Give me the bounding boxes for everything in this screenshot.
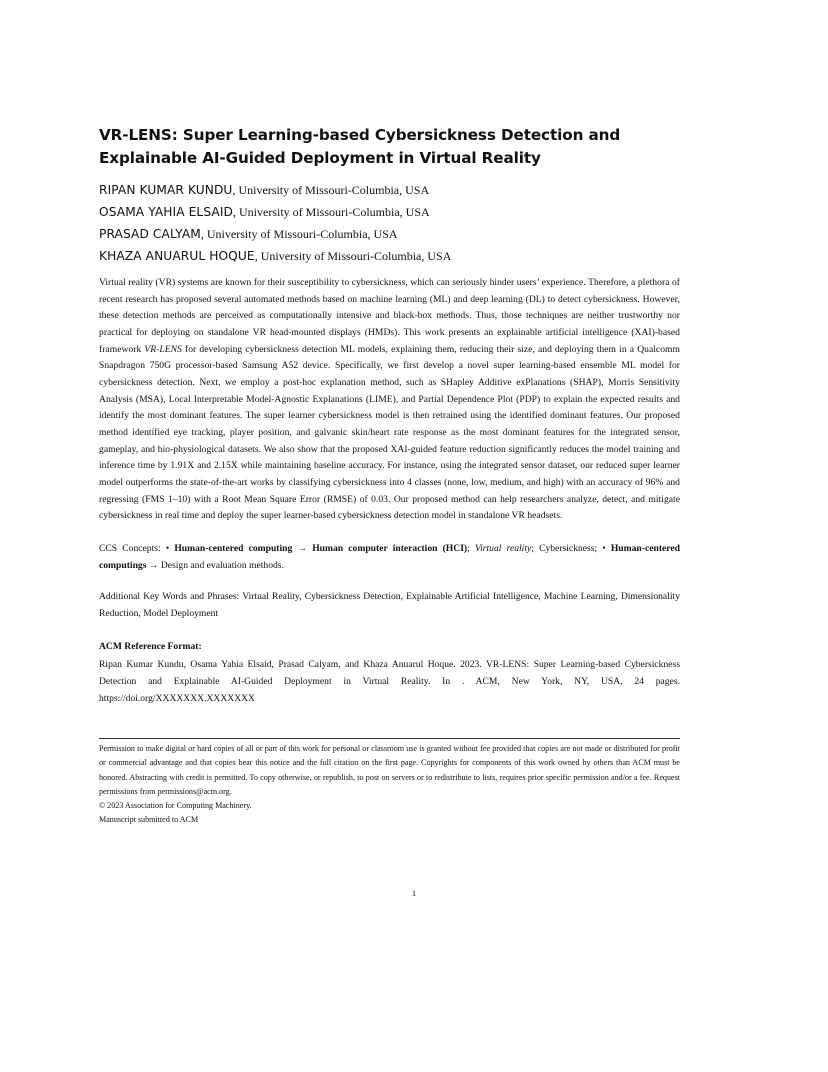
abstract-text — [99, 275, 680, 525]
abstract — [99, 275, 680, 525]
abstract-part-2: for developing cybersickness detection ML models, explaining them, reducing their size, and deploying them in a Qualcomm Snapdragon 750G processor-based Samsung A52 device. Specifically, we first develop a novel super learning-based ensemble ML model for cybersickness detection. Next, we employ a post-hoc explanation method, such as SHapley Additive exPlanations (SHAP), Morris Sensitivity Analysis (MSA), Local Interpretable Model-Agnostic Explanations (LIME), and Partial Dependence Plot (PDP) to explain the expected results and identify the most dominant features. The super learner cybersickness model is then retrained using the identified dominant features. Our proposed method identified eye tracking, player position, and galvanic skin/heart rate response as the most dominant features for the integrated sensor, gameplay, and bio-physiological datasets. We also show that the proposed XAI-guided feature reduction significantly reduces the model training and inference time by 1.91X and 2.15X while maintaining baseline accuracy. For instance, using the integrated sensor dataset, our reduced super learner model outperforms the state-of-the-art works by classifying cybersickness into 4 classes (none, low, medium, and high) with an accuracy of 96% and regressing (FMS 1–10) with a Root Mean Square Error (RMSE) of 0.03. Our proposed method can help researchers analyze, detect, and mitigate cybersickness in real time and deploy the super learner-based cybersickness detection model in standalone VR headsets. — [99, 343, 680, 522]
keywords: Additional Key Words and Phrases: Virtual Reality, Cybersickness Detection, Explainable Artificial Intelligence, Machine Learning, Dimensionality Reduction, Model Deployment — [99, 590, 680, 619]
acm-reference-heading: ACM Reference Format: — [99, 641, 202, 653]
abstract-part-1: Virtual reality (VR) systems are known for their susceptibility to cybersickness, which can seriously hinder users’ experience. Therefore, a plethora of recent research has proposed several automated methods based on machine learning (ML) and deep learning (DL) to detect cybersickness. However, these detection methods are perceived as computationally intensive and black-box methods. Thus, those techniques are neither trustworthy nor practical for deploying on standalone VR head-mounted displays (HMDs). This work presents an explainable artificial intelligence (XAI)-based framework — [99, 277, 680, 355]
author-name: KHAZA ANUARUL HOQUE — [99, 249, 255, 263]
paper-first-page — [99, 124, 680, 827]
author-entry — [99, 245, 680, 267]
permission-notice: Permission to make digital or hard copies of all or part of this work for personal or classroom use is granted without fee provided that copies are not made or distributed for profit or commercial advantage and that copies bear this notice and the full citation on the first page. Copyrights for components of this work owned by others than ACM must be honored. Abstracting with credit is permitted. To copy otherwise, or republish, to post on servers or to redistribute to lists, requires prior specific permission and/or a fee. Request permissions from permissions@acm.org. — [99, 744, 680, 796]
ccs-arrow: → — [292, 542, 313, 554]
copyright-notice: © 2023 Association for Computing Machinery. — [99, 801, 252, 810]
ccs-bullet: • — [165, 542, 175, 554]
footnote-divider — [99, 738, 680, 739]
author-affiliation: , University of Missouri-Columbia, USA — [233, 205, 430, 219]
page-number: 1 — [412, 889, 416, 898]
ccs-arrow: → — [146, 559, 161, 571]
author-affiliation: , University of Missouri-Columbia, USA — [232, 183, 430, 197]
ccs-concepts — [99, 541, 680, 575]
ccs-concept: Virtual reality — [474, 542, 532, 554]
manuscript-notice: Manuscript submitted to ACM — [99, 815, 199, 825]
ccs-label: CCS Concepts: — [99, 542, 166, 554]
author-entry — [99, 179, 680, 201]
author-name: PRASAD CALYAM — [99, 227, 201, 241]
author-entry — [99, 201, 680, 223]
framework-name: VR-LENS — [144, 343, 182, 355]
ccs-concept: Human-centered computing — [174, 542, 293, 554]
author-list — [99, 179, 680, 267]
footnote — [99, 742, 680, 827]
author-affiliation: , University of Missouri-Columbia, USA — [254, 249, 452, 263]
author-name: RIPAN KUMAR KUNDU — [99, 183, 233, 197]
ccs-concept: Human computer interaction (HCI) — [312, 542, 468, 554]
ccs-bullet: • — [602, 542, 611, 554]
author-entry — [99, 223, 680, 245]
ccs-concept: Design and evaluation methods. — [160, 559, 284, 571]
ccs-separator: ; — [467, 542, 475, 554]
author-affiliation: , University of Missouri-Columbia, USA — [200, 227, 398, 241]
ccs-separator: ; Cybersickness; — [531, 542, 603, 554]
author-name: OSAMA YAHIA ELSAID — [99, 205, 233, 219]
ccs-concept: Human-centered computings — [99, 542, 680, 571]
paper-title: VR-LENS: Super Learning-based Cybersickness Detection and Explainable AI-Guided Deployment in Virtual Reality — [99, 126, 621, 167]
acm-reference-body: Ripan Kumar Kundu, Osama Yahia Elsaid, Prasad Calyam, and Khaza Anuarul Hoque. 2023. VR-LENS: Super Learning-based Cybersickness Detection and Explainable AI-Guided Deployment in Virtual Reality. In . ACM, New York, NY, USA, 24 pages. https://doi.org/XXXXXXX.XXXXXXX — [99, 659, 680, 705]
